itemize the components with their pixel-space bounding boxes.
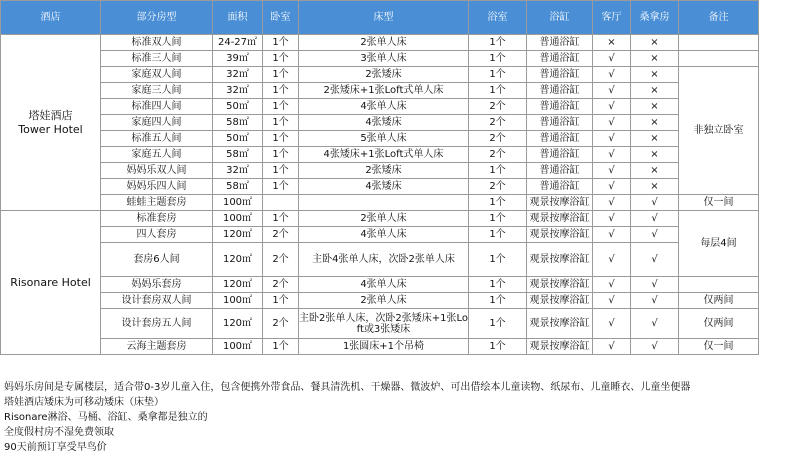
room-note (679, 51, 759, 67)
note-line: 塔娃酒店矮床为可移动矮床（床垫） (4, 397, 164, 408)
room-living: √ (593, 339, 631, 355)
room-sauna: × (631, 99, 679, 115)
room-bedroom: 1个 (263, 115, 299, 131)
room-note (679, 35, 759, 51)
table-row (1, 179, 759, 195)
room-area: 120㎡ (213, 309, 263, 339)
room-bedroom: 2个 (263, 277, 299, 293)
header-room: 部分房型 (101, 1, 213, 35)
room-living: √ (593, 277, 631, 293)
room-bed: 2张矮床 (299, 67, 469, 83)
table-row (1, 115, 759, 131)
room-tub: 普通浴缸 (527, 147, 593, 163)
room-area: 100㎡ (213, 293, 263, 309)
header-hotel: 酒店 (1, 1, 101, 35)
room-area: 50㎡ (213, 131, 263, 147)
room-bathroom: 2个 (469, 131, 527, 147)
room-bedroom: 1个 (263, 83, 299, 99)
room-sauna: √ (631, 243, 679, 277)
room-bathroom: 1个 (469, 67, 527, 83)
room-living: √ (593, 163, 631, 179)
header-bed: 床型 (299, 1, 469, 35)
table-row (1, 243, 759, 277)
room-name: 妈妈乐套房 (101, 277, 213, 293)
room-tub: 普通浴缸 (527, 83, 593, 99)
room-name: 家庭四人间 (101, 115, 213, 131)
table-row (1, 67, 759, 83)
table-row (1, 309, 759, 339)
header-row (1, 1, 759, 35)
room-sauna: × (631, 115, 679, 131)
room-name: 标准四人间 (101, 99, 213, 115)
room-note: 仅两间 (679, 309, 759, 339)
room-area: 32㎡ (213, 163, 263, 179)
room-sauna: × (631, 179, 679, 195)
room-living: × (593, 35, 631, 51)
room-tub: 观景按摩浴缸 (527, 243, 593, 277)
room-sauna: × (631, 83, 679, 99)
table-row (1, 35, 759, 51)
room-bedroom: 2个 (263, 243, 299, 277)
room-bathroom: 2个 (469, 99, 527, 115)
room-living: √ (593, 67, 631, 83)
header-note: 备注 (679, 1, 759, 35)
room-living: √ (593, 51, 631, 67)
room-area: 50㎡ (213, 99, 263, 115)
room-tub: 观景按摩浴缸 (527, 293, 593, 309)
room-bedroom: 1个 (263, 339, 299, 355)
note-non-separate-bedroom: 非独立卧室 (679, 67, 759, 195)
room-sauna: √ (631, 227, 679, 243)
room-name: 家庭三人间 (101, 83, 213, 99)
room-living: √ (593, 309, 631, 339)
room-area: 39㎡ (213, 51, 263, 67)
note-per-floor: 每层4间 (679, 211, 759, 277)
room-bed: 主卧4张单人床，次卧2张单人床 (299, 243, 469, 277)
header-sauna: 桑拿房 (631, 1, 679, 35)
room-tub: 普通浴缸 (527, 163, 593, 179)
hotel-risonare: Risonare Hotel (1, 211, 101, 355)
room-area: 32㎡ (213, 67, 263, 83)
room-bathroom: 1个 (469, 211, 527, 227)
room-name: 标准五人间 (101, 131, 213, 147)
room-bed: 5张单人床 (299, 131, 469, 147)
room-area: 120㎡ (213, 277, 263, 293)
room-name: 妈妈乐四人间 (101, 179, 213, 195)
room-bed: 主卧2张单人床，次卧2张矮床+1张Loft或3张矮床 (299, 309, 469, 339)
note-line: 妈妈乐房间是专属楼层，适合带0-3岁儿童入住，包含便携外带食品、餐具清洗机、干燥器、微波炉、可出借绘本儿童读物、纸尿布、儿童睡衣、儿童坐便器 (4, 382, 691, 393)
room-bedroom: 1个 (263, 163, 299, 179)
room-sauna: × (631, 147, 679, 163)
room-living: √ (593, 179, 631, 195)
room-living: √ (593, 195, 631, 211)
room-name: 妈妈乐双人间 (101, 163, 213, 179)
room-bed: 4张单人床 (299, 277, 469, 293)
room-name: 标准三人间 (101, 51, 213, 67)
room-area: 120㎡ (213, 243, 263, 277)
room-living: √ (593, 83, 631, 99)
room-note: 仅一间 (679, 339, 759, 355)
room-bathroom: 1个 (469, 227, 527, 243)
room-tub: 观景按摩浴缸 (527, 277, 593, 293)
table-row (1, 211, 759, 227)
note-line: 全度假村房不湿免费领取 (4, 427, 114, 438)
room-sauna: √ (631, 293, 679, 309)
room-bathroom: 1个 (469, 293, 527, 309)
room-bedroom: 1个 (263, 35, 299, 51)
room-living: √ (593, 99, 631, 115)
room-bed: 2张单人床 (299, 293, 469, 309)
room-living: √ (593, 293, 631, 309)
room-bedroom: 1个 (263, 67, 299, 83)
room-note: 仅两间 (679, 293, 759, 309)
room-bathroom: 2个 (469, 115, 527, 131)
room-bedroom: 2个 (263, 227, 299, 243)
room-area: 24-27㎡ (213, 35, 263, 51)
room-area: 58㎡ (213, 115, 263, 131)
room-sauna: × (631, 67, 679, 83)
table-row (1, 51, 759, 67)
room-sauna: × (631, 163, 679, 179)
room-note: 仅一间 (679, 195, 759, 211)
room-bedroom: 1个 (263, 293, 299, 309)
room-bed: 4张矮床 (299, 115, 469, 131)
room-bedroom: 1个 (263, 99, 299, 115)
room-area: 120㎡ (213, 227, 263, 243)
table-row (1, 131, 759, 147)
room-sauna: √ (631, 309, 679, 339)
room-living: √ (593, 227, 631, 243)
table-row (1, 163, 759, 179)
room-bathroom: 1个 (469, 243, 527, 277)
table-row (1, 99, 759, 115)
hotel-tower: 塔娃酒店 Tower Hotel (1, 35, 101, 211)
room-tub: 观景按摩浴缸 (527, 339, 593, 355)
room-area: 100㎡ (213, 211, 263, 227)
room-living: √ (593, 147, 631, 163)
room-bed: 2张单人床 (299, 35, 469, 51)
table-row (1, 195, 759, 211)
room-bed: 4张单人床 (299, 99, 469, 115)
room-bathroom: 1个 (469, 163, 527, 179)
room-sauna: √ (631, 195, 679, 211)
room-tub: 观景按摩浴缸 (527, 309, 593, 339)
room-bathroom: 2个 (469, 147, 527, 163)
room-bathroom: 1个 (469, 339, 527, 355)
table-row (1, 339, 759, 355)
note-line: Risonare淋浴、马桶、浴缸、桑拿都是独立的 (4, 412, 208, 423)
room-bed: 1张圆床+1个吊椅 (299, 339, 469, 355)
room-tub: 观景按摩浴缸 (527, 195, 593, 211)
room-name: 家庭五人间 (101, 147, 213, 163)
note-line: 90天前预订享受早鸟价 (4, 442, 107, 453)
room-area: 58㎡ (213, 179, 263, 195)
room-sauna: × (631, 131, 679, 147)
room-bed: 3张单人床 (299, 51, 469, 67)
room-bathroom: 2个 (469, 179, 527, 195)
room-tub: 观景按摩浴缸 (527, 227, 593, 243)
room-bed: 4张矮床 (299, 179, 469, 195)
room-bedroom: 1个 (263, 211, 299, 227)
header-bathroom: 浴室 (469, 1, 527, 35)
room-bed: 2张单人床 (299, 211, 469, 227)
table-row (1, 277, 759, 293)
table-row (1, 293, 759, 309)
room-tub: 普通浴缸 (527, 99, 593, 115)
room-tub: 普通浴缸 (527, 179, 593, 195)
room-bedroom: 1个 (263, 51, 299, 67)
room-bathroom: 1个 (469, 195, 527, 211)
room-bed: 4张单人床 (299, 227, 469, 243)
table-row (1, 227, 759, 243)
room-tub: 普通浴缸 (527, 131, 593, 147)
room-bed: 2张矮床+1张Loft式单人床 (299, 83, 469, 99)
room-note (679, 277, 759, 293)
room-tub: 普通浴缸 (527, 115, 593, 131)
room-living: √ (593, 211, 631, 227)
room-name: 标准双人间 (101, 35, 213, 51)
room-bathroom: 1个 (469, 277, 527, 293)
room-name: 四人套房 (101, 227, 213, 243)
room-bed: 4张矮床+1张Loft式单人床 (299, 147, 469, 163)
room-area: 100㎡ (213, 339, 263, 355)
room-sauna: × (631, 51, 679, 67)
header-tub: 浴缸 (527, 1, 593, 35)
room-bedroom: 2个 (263, 309, 299, 339)
header-living: 客厅 (593, 1, 631, 35)
room-name: 设计套房双人间 (101, 293, 213, 309)
room-sauna: √ (631, 277, 679, 293)
room-tub: 普通浴缸 (527, 67, 593, 83)
room-bedroom: 1个 (263, 179, 299, 195)
room-name: 家庭双人间 (101, 67, 213, 83)
room-area: 32㎡ (213, 83, 263, 99)
table-row (1, 147, 759, 163)
room-bedroom (263, 195, 299, 211)
room-bed: 2张矮床 (299, 163, 469, 179)
room-name: 标准套房 (101, 211, 213, 227)
room-name: 云海主题套房 (101, 339, 213, 355)
room-sauna: × (631, 35, 679, 51)
room-bathroom: 1个 (469, 35, 527, 51)
room-living: √ (593, 131, 631, 147)
room-sauna: √ (631, 211, 679, 227)
room-bathroom: 1个 (469, 83, 527, 99)
room-bedroom: 1个 (263, 131, 299, 147)
room-bathroom: 1个 (469, 309, 527, 339)
room-area: 100㎡ (213, 195, 263, 211)
room-sauna: √ (631, 339, 679, 355)
room-bed (299, 195, 469, 211)
notes-section (4, 380, 800, 455)
room-name: 套房6人间 (101, 243, 213, 277)
room-tub: 观景按摩浴缸 (527, 211, 593, 227)
room-area: 58㎡ (213, 147, 263, 163)
room-bathroom: 1个 (469, 51, 527, 67)
room-name: 蛙蛙主题套房 (101, 195, 213, 211)
room-living: √ (593, 115, 631, 131)
room-name: 设计套房五人间 (101, 309, 213, 339)
header-area: 面积 (213, 1, 263, 35)
room-tub: 普通浴缸 (527, 51, 593, 67)
header-bedroom: 卧室 (263, 1, 299, 35)
table-row (1, 83, 759, 99)
room-living: √ (593, 243, 631, 277)
room-tub: 普通浴缸 (527, 35, 593, 51)
room-bedroom: 1个 (263, 147, 299, 163)
